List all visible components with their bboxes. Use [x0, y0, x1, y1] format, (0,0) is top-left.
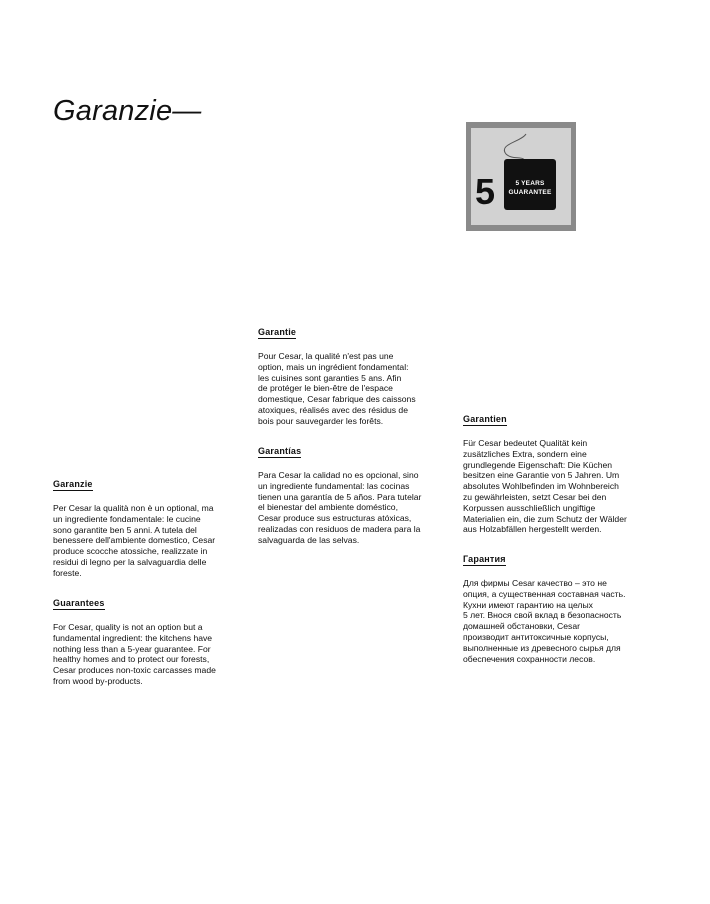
section-russian [463, 549, 655, 664]
section-french [258, 322, 450, 427]
badge-line1: 5 YEARS [515, 180, 545, 187]
badge-number: 5 [475, 171, 496, 212]
section-italian [53, 474, 245, 579]
section-heading: Garanzie [53, 479, 93, 489]
section-heading: Garantías [258, 446, 302, 456]
section-body: For Cesar, quality is not an option but a fundamental ingredient: the kitchens have nothing less than a 5-year guarantee. For healthy homes and to protect our forests, Cesar produces non-toxic carcasses made from wood by-products. [53, 622, 216, 686]
section-body: Pour Cesar, la qualité n'est pas une option, mais un ingrédient fondamental: les cuisines sont garanties 5 ans. Afin de protéger le bien-être de l'espace domestique, Cesar fabrique des caissons atoxiques, réalisés avec des résidus de bois pour sauvegarder les forêts. [258, 351, 416, 426]
section-spanish [258, 441, 450, 546]
section-german [463, 409, 655, 535]
page-title: Garanzie— [53, 95, 202, 127]
section-body: Für Cesar bedeutet Qualität kein zusätzliches Extra, sondern eine grundlegende Eigenschaft: Die Küchen besitzen eine Garantie von 5 Jahren. Um absolutes Wohlbefinden im Wohnbereich zu gewährleisten, setzt Cesar bei den Korpussen ausschließlich ungiftige Materialien ein, die zum Schutz der Wälder aus Holzabfällen hergestellt werden. [463, 438, 627, 535]
badge-tag [504, 159, 556, 210]
badge-line2: GUARANTEE [508, 189, 552, 196]
section-heading: Guarantees [53, 598, 105, 608]
guarantee-badge [466, 122, 576, 231]
section-heading: Garantie [258, 327, 297, 337]
section-heading: Garantien [463, 414, 507, 424]
section-body: Для фирмы Cesar качество – это не опция, а существенная составная часть. Кухни имеют гарантию на целых 5 лет. Внося свой вклад в безопасность домашней обстановки, Cesar производит антитоксичные корпусы, выполненные из древесного сырья для обеспечения сохранности лесов. [463, 578, 626, 664]
section-english [53, 593, 245, 687]
section-heading: Гарантия [463, 554, 506, 564]
section-body: Para Cesar la calidad no es opcional, sino un ingrediente fundamental: las cocinas tienen una garantía de 5 años. Para tutelar el bienestar del ambiente doméstico, Cesar produce sus estructuras atóxicas, realizadas con residuos de madera para la salvaguarda de las selvas. [258, 470, 422, 545]
section-body: Per Cesar la qualità non è un optional, ma un ingrediente fondamentale: le cucine sono garantite ben 5 anni. A tutela del benessere dell'ambiente domestico, Cesar produce scocche atossiche, realizzate in residui di legno per la salvaguardia delle foreste. [53, 503, 216, 578]
